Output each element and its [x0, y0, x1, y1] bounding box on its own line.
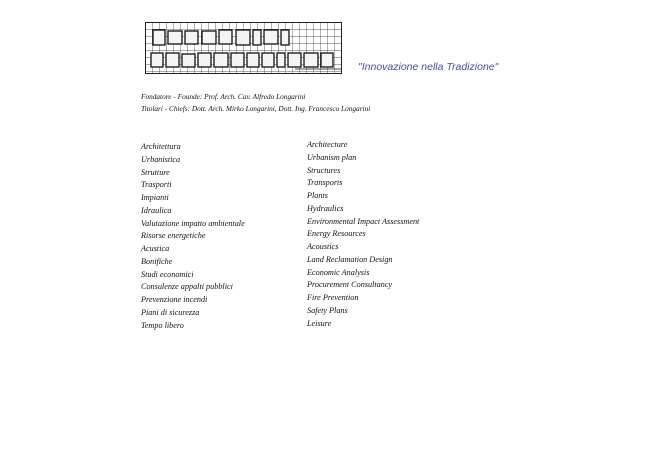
- service-item-en: Transports: [307, 178, 343, 188]
- service-item-it: Consulenze appalti pubblici: [141, 282, 233, 292]
- company-logo: [145, 22, 342, 74]
- service-item-it: Strutture: [141, 167, 170, 177]
- service-item-it: Impianti: [141, 193, 169, 202]
- service-item-en: Acoustics: [307, 242, 339, 251]
- service-item-en: Hydraulics: [307, 203, 344, 213]
- service-item-it: Prevenzione incendi: [141, 295, 208, 304]
- service-item-en: Energy Resources: [307, 229, 366, 239]
- service-item-it: Idraulica: [141, 205, 172, 215]
- tagline: "Innovazione nella Tradizione": [358, 61, 499, 73]
- service-item-it: Architettura: [141, 142, 181, 151]
- service-item-en: Architecture: [307, 140, 348, 149]
- service-item-it: Urbanistica: [141, 154, 181, 164]
- service-item-en: Economic Analysis: [307, 267, 370, 277]
- founder-line: Fondatore - Founde: Prof. Arch. Cav. Alfredo Longarini: [141, 92, 306, 101]
- service-item-en: Leisure: [307, 318, 332, 328]
- service-item-en: Environmental Impact Assessment: [307, 216, 420, 226]
- service-item-en: Land Reclamation Design: [307, 254, 393, 264]
- logo-grid-graphic: [145, 22, 342, 74]
- service-item-en: Safety Plans: [307, 305, 348, 315]
- chiefs-line: Titolari - Chiefs: Dott. Arch. Mirko Longarini, Dott. Ing. Francesco Longarini: [141, 104, 371, 113]
- service-item-it: Risorse energetiche: [141, 231, 206, 241]
- service-item-it: Studi economici: [141, 269, 194, 279]
- service-item-en: Fire Prevention: [307, 293, 359, 302]
- service-item-en: Structures: [307, 165, 341, 175]
- services-italian-list: [141, 141, 245, 332]
- service-item-it: Piani di sicurezza: [141, 307, 200, 317]
- services-english-list: [307, 139, 419, 330]
- service-item-en: Procurement Consultancy: [307, 280, 393, 290]
- service-item-en: Urbanism plan: [307, 152, 357, 162]
- service-item-it: Trasporti: [141, 180, 172, 190]
- service-item-it: Acustica: [141, 244, 170, 253]
- service-item-en: Plants: [307, 191, 328, 200]
- service-item-it: Tempo libero: [141, 320, 184, 330]
- service-item-it: Bonifiche: [141, 256, 173, 266]
- service-item-it: Valutazione impatto ambientale: [141, 218, 245, 228]
